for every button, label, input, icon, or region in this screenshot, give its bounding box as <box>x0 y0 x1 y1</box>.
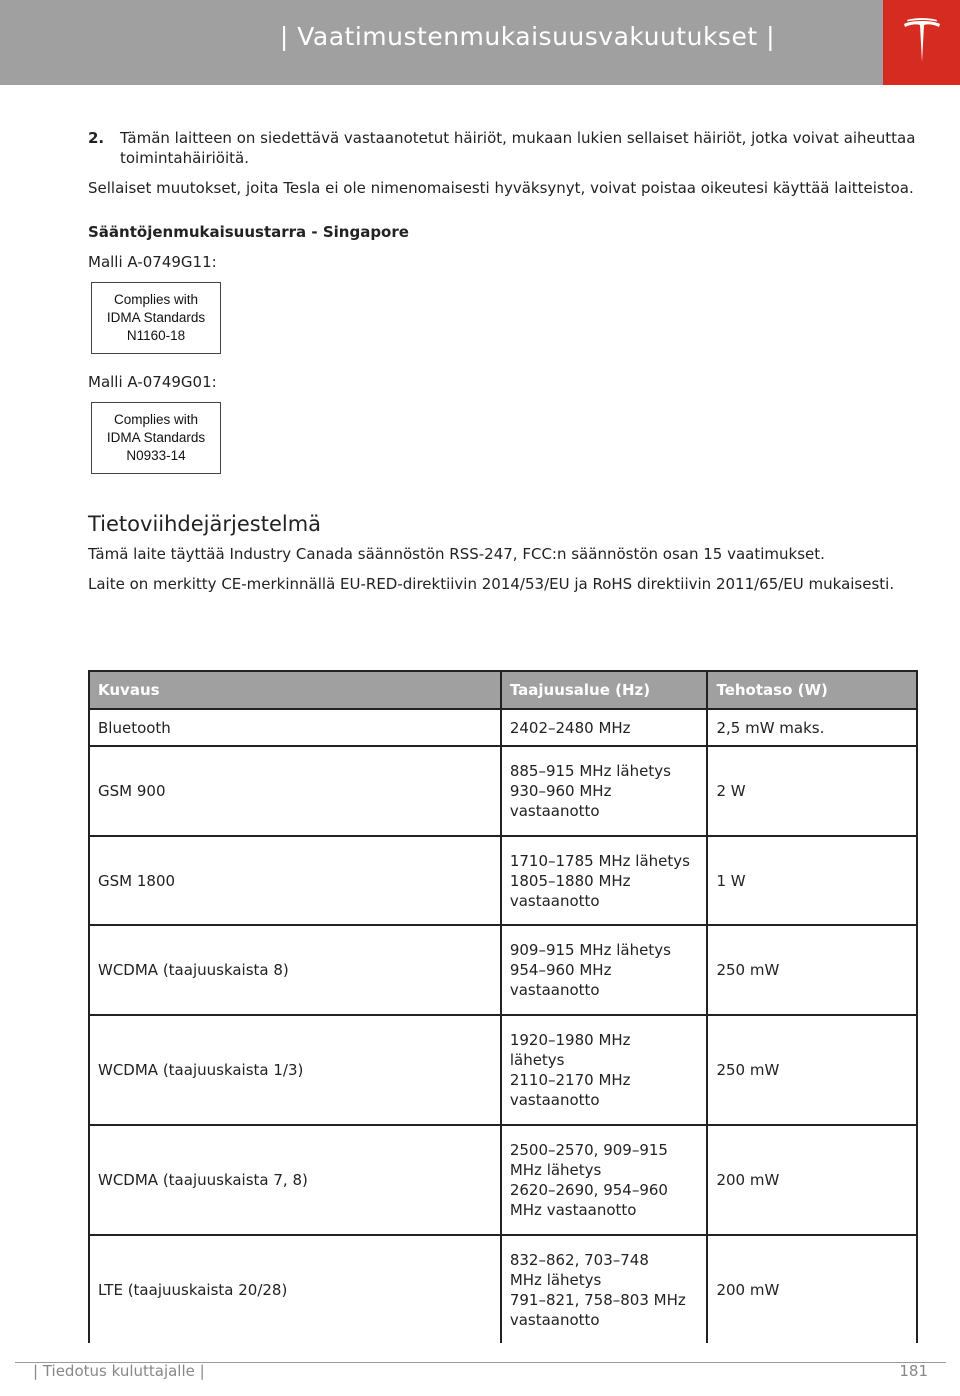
table-cell: WCDMA (taajuuskaista 8) <box>89 925 501 1015</box>
table-cell: 2,5 mW maks. <box>707 709 917 746</box>
compliance-line: IDMA Standards <box>106 310 206 325</box>
table-cell: GSM 900 <box>89 746 501 836</box>
table-cell: WCDMA (taajuuskaista 1/3) <box>89 1015 501 1125</box>
brand-logo-box <box>883 0 960 85</box>
item-text: Tämän laitteen on siedettävä vastaanotetut häiriöt, mukaan lukien sellaiset häiriöt, jotka voivat aiheuttaa toimintahäiriöitä. <box>120 129 916 167</box>
item-number: 2. <box>88 129 105 147</box>
table-cell: WCDMA (taajuuskaista 7, 8) <box>89 1125 501 1235</box>
table-header-row <box>89 671 917 709</box>
compliance-label-g01 <box>91 402 221 474</box>
table-cell: 1 W <box>707 836 917 925</box>
header-bar <box>0 0 883 85</box>
compliance-line: IDMA Standards <box>106 430 206 445</box>
tesla-logo-icon <box>903 18 941 66</box>
table-cell: 885–915 MHz lähetys 930–960 MHz vastaanotto <box>501 746 708 836</box>
compliance-line: Complies with <box>113 412 199 427</box>
paragraph-ce-marking: Laite on merkitty CE-merkinnällä EU-RED-direktiivin 2014/53/EU ja RoHS direktiivin 2011/65/EU mukaisesti. <box>88 575 895 593</box>
radio-spec-table <box>88 670 918 1343</box>
table-cell: 832–862, 703–748 MHz lähetys 791–821, 758–803 MHz vastaanotto <box>501 1235 708 1343</box>
table-cell: 2 W <box>707 746 917 836</box>
compliance-label-g11 <box>91 282 221 354</box>
table-cell: 250 mW <box>707 925 917 1015</box>
table-row <box>89 746 917 836</box>
section-title-infotainment: Tietoviihdejärjestelmä <box>88 512 322 536</box>
compliance-line: N0933-14 <box>126 448 186 463</box>
table-row <box>89 925 917 1015</box>
paragraph-industry-canada: Tämä laite täyttää Industry Canada säännöstön RSS-247, FCC:n säännöstön osan 15 vaatimukset. <box>88 545 825 563</box>
table-cell: 1710–1785 MHz lähetys 1805–1880 MHz vastaanotto <box>501 836 708 925</box>
page-header-title: | Vaatimustenmukaisuusvakuutukset | <box>279 22 775 51</box>
table-cell: 2500–2570, 909–915 MHz lähetys 2620–2690, 954–960 MHz vastaanotto <box>501 1125 708 1235</box>
table-row <box>89 836 917 925</box>
table-cell: GSM 1800 <box>89 836 501 925</box>
column-header-frequency: Taajuusalue (Hz) <box>501 671 708 709</box>
table-cell: LTE (taajuuskaista 20/28) <box>89 1235 501 1343</box>
model-label-g01: Malli A-0749G01: <box>88 373 217 391</box>
paragraph-modifications: Sellaiset muutokset, joita Tesla ei ole nimenomaisesti hyväksynyt, voivat poistaa oikeutesi käyttää laitteistoa. <box>88 179 914 197</box>
column-header-power: Tehotaso (W) <box>707 671 917 709</box>
table-cell: 200 mW <box>707 1235 917 1343</box>
table-cell: 1920–1980 MHz lähetys 2110–2170 MHz vastaanotto <box>501 1015 708 1125</box>
table-cell: Bluetooth <box>89 709 501 746</box>
table-row <box>89 1235 917 1343</box>
document-content <box>88 128 918 604</box>
page-number: 181 <box>899 1362 928 1380</box>
table-row <box>89 1015 917 1125</box>
footer-section-label: | Tiedotus kuluttajalle | <box>33 1362 205 1380</box>
table-row <box>89 709 917 746</box>
table-row <box>89 1125 917 1235</box>
numbered-item-2 <box>88 128 918 168</box>
table-cell: 909–915 MHz lähetys 954–960 MHz vastaanotto <box>501 925 708 1015</box>
table-cell: 2402–2480 MHz <box>501 709 708 746</box>
model-label-g11: Malli A-0749G11: <box>88 253 217 271</box>
compliance-line: Complies with <box>113 292 199 307</box>
table-cell: 200 mW <box>707 1125 917 1235</box>
column-header-description: Kuvaus <box>89 671 501 709</box>
compliance-line: N1160-18 <box>126 328 186 343</box>
subheading-singapore: Sääntöjenmukaisuustarra - Singapore <box>88 223 409 241</box>
table-cell: 250 mW <box>707 1015 917 1125</box>
